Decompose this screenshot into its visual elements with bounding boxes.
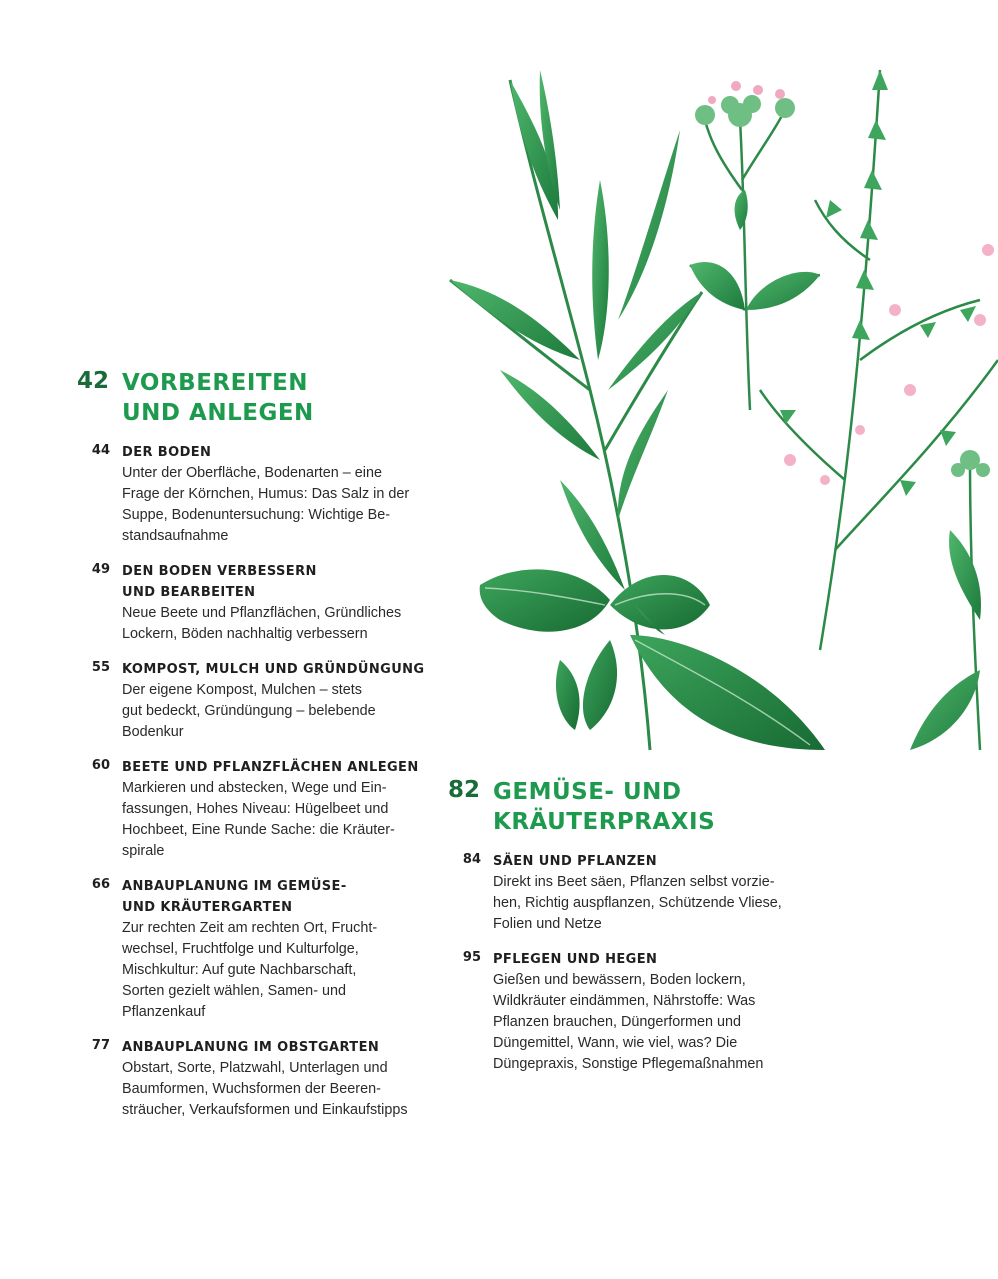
entry-page-number: 55 bbox=[91, 660, 110, 675]
toc-entry[interactable] bbox=[91, 757, 437, 862]
section-page-number: 42 bbox=[77, 368, 110, 394]
entry-description: Der eigene Kompost, Mulchen – stets gut bedeckt, Gründüngung – belebende Bodenkur bbox=[122, 682, 376, 740]
section-title: VORBEREITEN UND ANLEGEN bbox=[122, 370, 314, 426]
toc-entry[interactable] bbox=[462, 949, 808, 1075]
section-page-number: 82 bbox=[448, 777, 481, 803]
entry-page-number: 95 bbox=[462, 950, 481, 965]
entry-description: Neue Beete und Pflanzflächen, Gründliches Lockern, Böden nachhaltig verbessern bbox=[122, 605, 402, 642]
toc-entry[interactable] bbox=[91, 876, 437, 1023]
toc-entry[interactable] bbox=[91, 1037, 437, 1121]
section-heading bbox=[77, 368, 437, 428]
entry-title: DER BODEN bbox=[122, 445, 212, 460]
basil-icon bbox=[480, 569, 825, 750]
entry-description: Markieren und abstecken, Wege und Ein- fassungen, Hohes Niveau: Hügelbeet und Hochbeet, Eine Runde Sache: die Kräuter- spirale bbox=[122, 780, 395, 859]
toc-entry[interactable] bbox=[91, 659, 437, 743]
entry-page-number: 60 bbox=[91, 758, 110, 773]
entry-page-number: 49 bbox=[91, 562, 110, 577]
entry-title: ANBAUPLANUNG IM OBSTGARTEN bbox=[122, 1040, 380, 1055]
section-heading bbox=[448, 777, 808, 837]
toc-section-gemuese bbox=[448, 777, 808, 1075]
entry-page-number: 84 bbox=[462, 852, 481, 867]
entry-description: Zur rechten Zeit am rechten Ort, Frucht- wechsel, Fruchtfolge und Kulturfolge, Mischkultur: Auf gute Nachbarschaft, Sorten gezielt wählen, Samen- und Pflanzenkauf bbox=[122, 920, 378, 1020]
entry-description: Gießen und bewässern, Boden lockern, Wildkräuter eindämmen, Nährstoffe: Was Pflanzen brauchen, Düngerformen und Düngemittel, Wann, wie viel, was? Die Düngepraxis, Sonstige Pflegemaßnahmen bbox=[493, 972, 764, 1072]
entry-page-number: 44 bbox=[91, 443, 110, 458]
oregano-icon bbox=[690, 110, 820, 410]
entry-title: SÄEN UND PFLANZEN bbox=[493, 854, 658, 869]
section-title: GEMÜSE- UND KRÄUTERPRAXIS bbox=[493, 779, 716, 835]
toc-entry[interactable] bbox=[462, 851, 808, 935]
entry-description: Obstart, Sorte, Platzwahl, Unterlagen und Baumformen, Wuchsformen der Beeren- sträucher, Verkaufsformen und Einkaufstipps bbox=[122, 1060, 408, 1118]
entry-title: ANBAUPLANUNG IM GEMÜSE- UND KRÄUTERGARTEN bbox=[122, 879, 347, 915]
toc-entry[interactable] bbox=[91, 442, 437, 547]
entry-description: Unter der Oberfläche, Bodenarten – eine Frage der Körnchen, Humus: Das Salz in der Suppe, Bodenuntersuchung: Wichtige Be- standsaufnahme bbox=[122, 465, 410, 544]
entry-title: BEETE UND PFLANZFLÄCHEN ANLEGEN bbox=[122, 760, 419, 775]
entry-title: KOMPOST, MULCH UND GRÜNDÜNGUNG bbox=[122, 662, 425, 677]
entry-page-number: 77 bbox=[91, 1038, 110, 1053]
entry-description: Direkt ins Beet säen, Pflanzen selbst vorzie- hen, Richtig auspflanzen, Schützende Vliese, Folien und Netze bbox=[493, 874, 782, 932]
entry-page-number: 66 bbox=[91, 877, 110, 892]
entry-title: DEN BODEN VERBESSERN UND BEARBEITEN bbox=[122, 564, 317, 600]
toc-section-vorbereiten bbox=[77, 368, 437, 1121]
entry-title: PFLEGEN UND HEGEN bbox=[493, 952, 658, 967]
toc-entry[interactable] bbox=[91, 561, 437, 645]
herb-plants-illustration-icon bbox=[440, 60, 998, 760]
